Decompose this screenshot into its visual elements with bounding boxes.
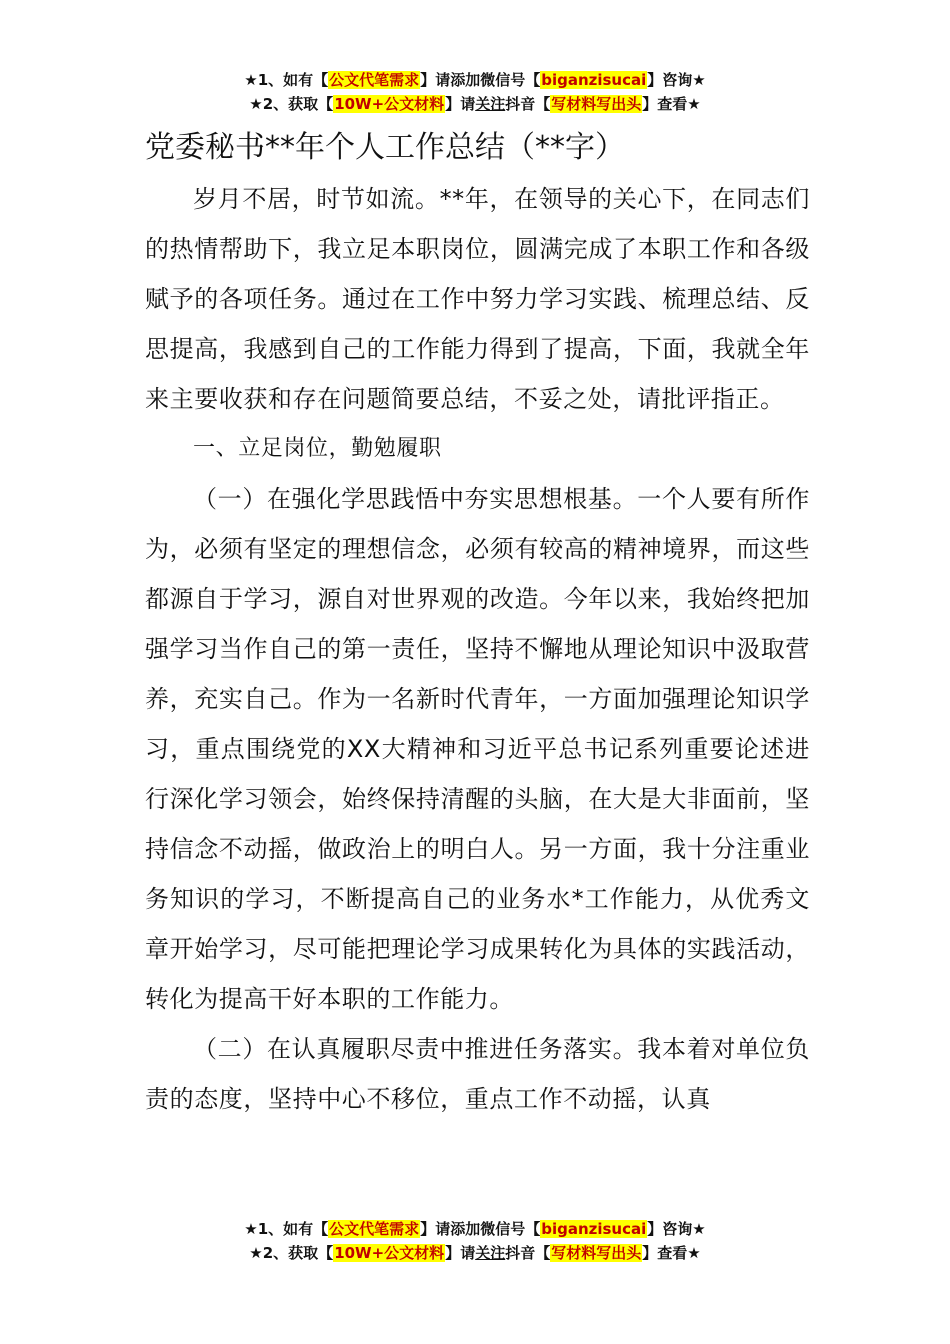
banner-line-2: ★2、获取【10W+公文材料】请关注抖音【写材料写出头】查看★ <box>249 95 701 113</box>
header-banner <box>0 68 950 116</box>
intro-paragraph: 岁月不居，时节如流。**年，在领导的关心下，在同志们的热情帮助下，我立足本职岗位，圆满完成了本职工作和各级赋予的各项任务。通过在工作中努力学习实践、梳理总结、反思提高，我感到自己的工作能力得到了提高，下面，我就全年来主要收获和存在问题简要总结，不妥之处，请批评指正。 <box>145 185 810 413</box>
highlight-service: 公文代笔需求 <box>329 1220 420 1238</box>
section-heading-1: 一、立足岗位，勤勉履职 <box>193 436 442 461</box>
body-paragraph-2: （二）在认真履职尽责中推进任务落实。我本着对单位负责的态度，坚持中心不移位，重点工作不动摇，认真 <box>145 1035 810 1113</box>
highlight-wechat-id: biganzisucai <box>541 1220 647 1238</box>
highlight-wechat-id: biganzisucai <box>541 71 647 89</box>
banner-line-1: ★1、如有【公文代笔需求】请添加微信号【biganzisucai】咨询★ <box>244 1220 706 1238</box>
document-body <box>145 126 810 1124</box>
footer-banner <box>0 1217 950 1265</box>
highlight-materials: 10W+公文材料 <box>334 1244 445 1262</box>
highlight-materials: 10W+公文材料 <box>334 95 445 113</box>
banner-line-2: ★2、获取【10W+公文材料】请关注抖音【写材料写出头】查看★ <box>249 1244 701 1262</box>
body-paragraph-1: （一）在强化学思践悟中夯实思想根基。一个人要有所作为，必须有坚定的理想信念，必须有较高的精神境界，而这些都源自于学习，源自对世界观的改造。今年以来，我始终把加强学习当作自己的第一责任，坚持不懈地从理论知识中汲取营养，充实自己。作为一名新时代青年，一方面加强理论知识学习，重点围绕党的XX大精神和习近平总书记系列重要论述进行深化学习领会，始终保持清醒的头脑，在大是大非面前，坚持信念不动摇，做政治上的明白人。另一方面，我十分注重业务知识的学习，不断提高自己的业务水*工作能力，从优秀文章开始学习，尽可能把理论学习成果转化为具体的实践活动，转化为提高干好本职的工作能力。 <box>145 485 810 1013</box>
highlight-douyin-account: 写材料写出头 <box>551 1244 642 1262</box>
banner-line-1: ★1、如有【公文代笔需求】请添加微信号【biganzisucai】咨询★ <box>244 71 706 89</box>
underlined-follow: 关注 <box>475 1244 506 1262</box>
document-title: 党委秘书**年个人工作总结（**字） <box>145 130 625 165</box>
highlight-service: 公文代笔需求 <box>329 71 420 89</box>
highlight-douyin-account: 写材料写出头 <box>551 95 642 113</box>
underlined-follow: 关注 <box>475 95 506 113</box>
